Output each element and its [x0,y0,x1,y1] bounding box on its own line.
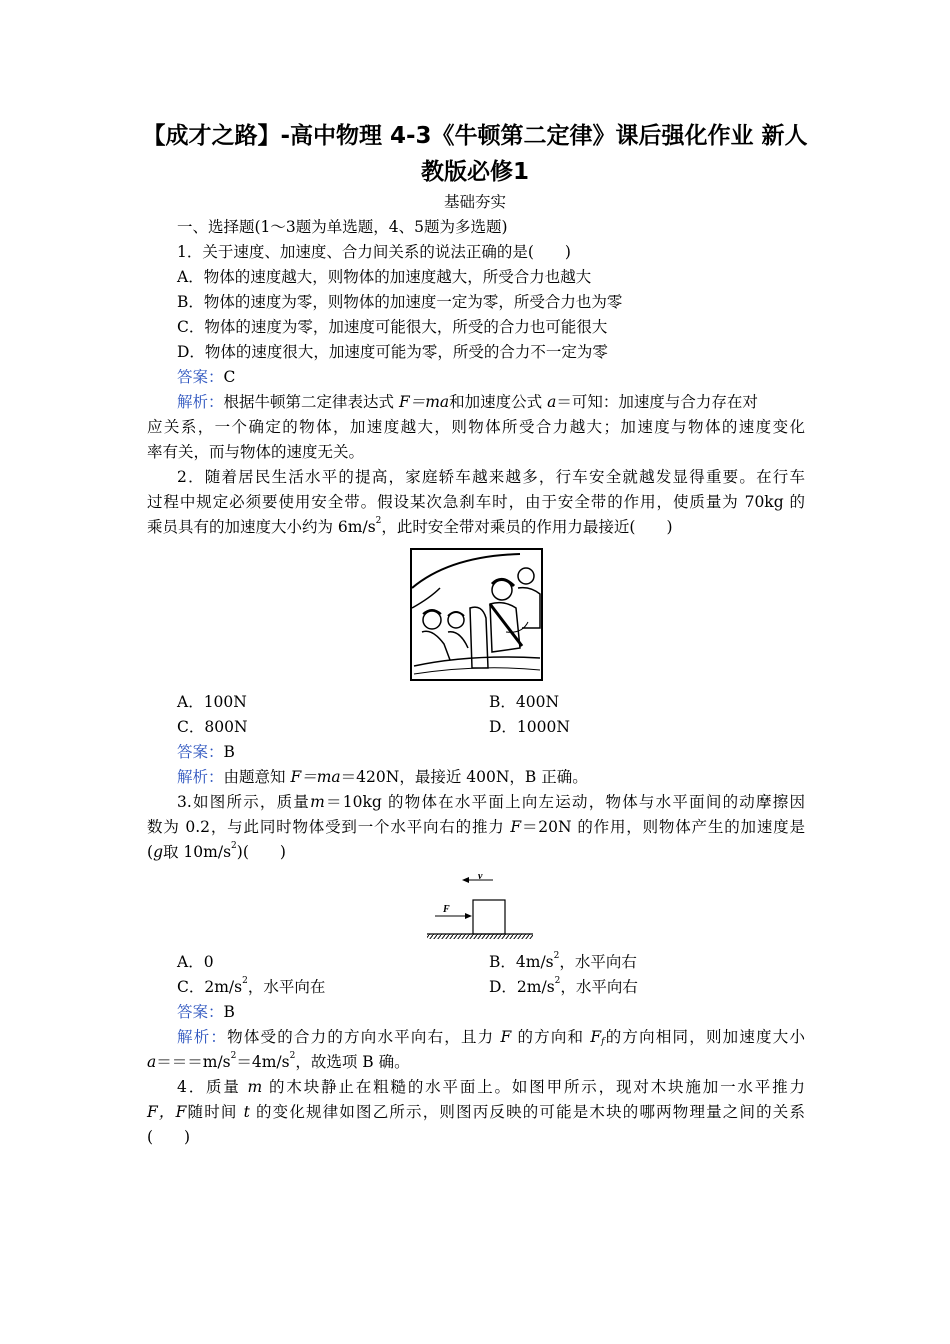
document-title-line2: 教版必修1 [420,159,529,185]
q1-analysis-line3: 率有关，而与物体的速度无关。 [147,443,365,461]
q2-option-a: A．100N [177,693,247,711]
section-heading: 基础夯实 [443,193,506,211]
block-force-diagram [425,870,535,942]
q4-stem-line2: F，F随时间 t 的变化规律如图乙所示，则图丙反映的可能是木块的哪两物理量之间的关系 [147,1103,805,1121]
q3-analysis-line1: 解析：物体受的合力的方向水平向右，且力 F 的方向和 Ff的方向相同，则加速度大小 [177,1028,805,1047]
q2-option-c: C．800N [177,718,248,736]
q1-analysis-line2: 应关系，一个确定的物体，加速度越大，则物体所受合力越大；加速度与物体的速度变化 [147,418,805,436]
document-title-line1: 【成才之路】-高中物理 4-3《牛顿第二定律》课后强化作业 新人 [142,123,808,149]
q3-option-d: D．$2m/s^2$，水平向右 [489,976,638,996]
car-seatbelt-illustration [410,548,543,681]
q1-option-c: C．物体的速度为零，加速度可能很大，所受的合力也可能很大 [177,318,608,336]
q3-option-b: B．$4m/s^2$，水平向右 [489,951,637,971]
velocity-label: v [478,871,483,882]
q2-stem-line2: 过程中规定必须要使用安全带。假设某次急刹车时，由于安全带的作用，使质量为 70kg 的 [147,493,805,511]
q2-option-d: D．1000N [489,718,570,736]
q2-analysis: 解析：由题意知 F＝ma＝420N，最接近 400N，B 正确。 [177,768,588,786]
block [473,900,505,934]
q3-option-c: C．$2m/s^2$，水平向在 [177,976,326,996]
q4-stem-line3: ( ) [147,1128,191,1146]
q3-stem-line1: 3.如图所示，质量m＝10kg 的物体在水平面上向左运动，物体与水平面间的动摩擦因 [177,793,805,811]
q1-answer: 答案：C [177,368,236,386]
q3-answer: 答案：B [177,1003,235,1021]
q1-option-d: D．物体的速度很大，加速度可能为零，所受的合力不一定为零 [177,343,608,361]
q1-option-b: B．物体的速度为零，则物体的加速度一定为零，所受合力也为零 [177,293,623,311]
q3-stem-line2: 数为 0.2，与此同时物体受到一个水平向右的推力 F＝20N 的作用，则物体产生的加速度是 [147,818,805,836]
q1-option-a: A．物体的速度越大，则物体的加速度越大，所受合力也越大 [177,268,592,286]
q1-analysis-line1: 解析：根据牛顿第二定律表达式 F＝ma和加速度公式 a＝可知：加速度与合力存在对 [177,393,758,411]
force-label: F [443,904,450,915]
q2-option-b: B．400N [489,693,560,711]
ground-hatch [427,934,533,939]
q3-stem-line3: (g取 $10m/s^2$)( ) [147,841,286,861]
q4-stem-line1: 4．质量 m 的木块静止在粗糙的水平面上。如图甲所示，现对木块施加一水平推力 [177,1078,805,1096]
q1-stem: 1．关于速度、加速度、合力间关系的说法正确的是( ) [177,243,571,261]
part-heading: 一、选择题(1～3题为单选题，4、5题为多选题) [177,218,508,236]
q3-analysis-line2: $a===m/s^2=4m/s^2$，故选项 B 确。 [147,1051,410,1071]
q3-option-a: A．0 [177,953,214,971]
q2-stem-line1: 2．随着居民生活水平的提高，家庭轿车越来越多，行车安全就越发显得重要。在行车 [177,468,805,486]
q2-stem-line3: 乘员具有的加速度大小约为 $6m/s^2$，此时安全带对乘员的作用力最接近( ) [147,516,673,536]
q2-answer: 答案：B [177,743,235,761]
